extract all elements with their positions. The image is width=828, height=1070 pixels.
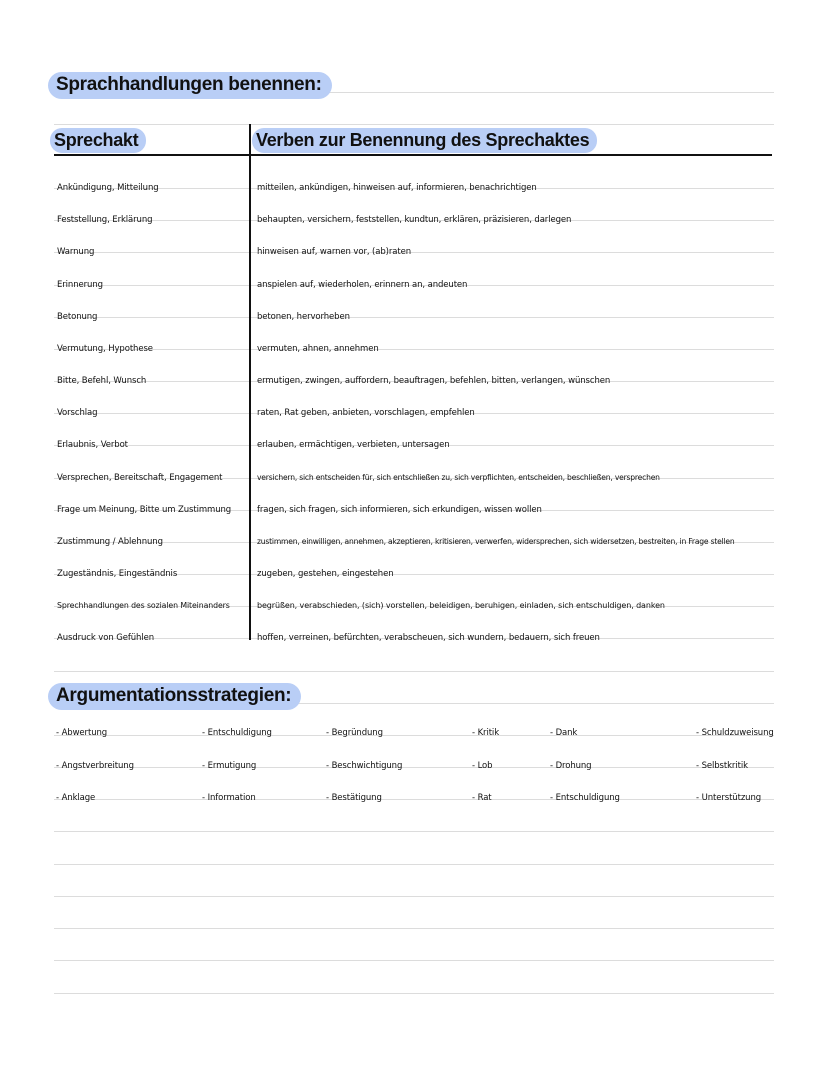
- verbs-cell: begrüßen, verabschieden, (sich) vorstellen, beleidigen, beruhigen, einladen, sich entschuldigen, danken: [257, 601, 665, 610]
- ruled-line: [54, 864, 774, 865]
- section-title-sprachhandlungen: Sprachhandlungen benennen:: [48, 72, 332, 99]
- strategy-item: - Information: [202, 793, 256, 803]
- column-header-sprechakt: Sprechakt: [50, 128, 146, 153]
- verbs-cell: zustimmen, einwilligen, annehmen, akzeptieren, kritisieren, verwerfen, widersprechen, sich widersetzen, bestreiten, in Frage stellen: [257, 537, 735, 546]
- table-row: [54, 496, 774, 520]
- table-row: [54, 528, 774, 552]
- section-title-argumentationsstrategien: Argumentationsstrategien:: [48, 683, 301, 710]
- table-row: [54, 238, 774, 262]
- verbs-cell: hoffen, verreinen, befürchten, verabscheuen, sich wundern, bedauern, sich freuen: [257, 633, 600, 643]
- strategy-item: - Begründung: [326, 728, 383, 738]
- strategy-item: - Ermutigung: [202, 761, 257, 771]
- ruled-line: [54, 671, 774, 672]
- sprechakt-cell: Bitte, Befehl, Wunsch: [57, 376, 147, 386]
- table-row: [54, 624, 774, 648]
- table-row: [54, 335, 774, 359]
- ruled-line: [54, 831, 774, 832]
- verbs-cell: fragen, sich fragen, sich informieren, sich erkundigen, wissen wollen: [257, 505, 542, 515]
- strategy-item: - Entschuldigung: [550, 793, 620, 803]
- verbs-cell: versichern, sich entscheiden für, sich entschließen zu, sich verpflichten, entscheiden, beschließen, versprechen: [257, 473, 660, 482]
- table-row: [54, 592, 774, 616]
- verbs-cell: anspielen auf, wiederholen, erinnern an, andeuten: [257, 280, 468, 290]
- table-row: [54, 560, 774, 584]
- table-row: [54, 367, 774, 391]
- sprechakt-cell: Zustimmung / Ablehnung: [57, 537, 163, 547]
- sprechakt-cell: Sprechhandlungen des sozialen Miteinanders: [57, 601, 230, 610]
- column-header-verben: Verben zur Benennung des Sprechaktes: [252, 128, 597, 153]
- ruled-line: [54, 767, 774, 768]
- strategy-item: - Unterstützung: [696, 793, 762, 803]
- sprechakt-cell: Warnung: [57, 247, 95, 257]
- strategy-item: - Abwertung: [56, 728, 108, 738]
- sprechakt-cell: Vermutung, Hypothese: [57, 344, 153, 354]
- table-row: [54, 464, 774, 488]
- table-row: [54, 431, 774, 455]
- verbs-cell: mitteilen, ankündigen, hinweisen auf, informieren, benachrichtigen: [257, 183, 537, 193]
- verbs-cell: betonen, hervorheben: [257, 312, 350, 322]
- verbs-cell: raten, Rat geben, anbieten, vorschlagen, empfehlen: [257, 408, 475, 418]
- verbs-cell: behaupten, versichern, feststellen, kundtun, erklären, präzisieren, darlegen: [257, 215, 572, 225]
- ruled-line: [54, 896, 774, 897]
- sprechakt-cell: Erinnerung: [57, 280, 103, 290]
- strategy-item: - Drohung: [550, 761, 592, 771]
- sprechakt-cell: Ankündigung, Mitteilung: [57, 183, 159, 193]
- sprechakt-cell: Frage um Meinung, Bitte um Zustimmung: [57, 505, 232, 515]
- verbs-cell: hinweisen auf, warnen vor, (ab)raten: [257, 247, 412, 257]
- ruled-line: [54, 928, 774, 929]
- table-row: [54, 174, 774, 198]
- ruled-line: [54, 960, 774, 961]
- strategy-item: - Kritik: [472, 728, 500, 738]
- ruled-line: [54, 799, 774, 800]
- strategy-item: - Beschwichtigung: [326, 761, 403, 771]
- table-row: [54, 271, 774, 295]
- sprechakt-cell: Betonung: [57, 312, 98, 322]
- sprechakt-cell: Ausdruck von Gefühlen: [57, 633, 154, 643]
- strategy-item: - Lob: [472, 761, 493, 771]
- strategy-item: - Selbstkritik: [696, 761, 748, 771]
- sprechakt-cell: Vorschlag: [57, 408, 98, 418]
- verbs-cell: vermuten, ahnen, annehmen: [257, 344, 379, 354]
- strategy-item: - Angstverbreitung: [56, 761, 134, 771]
- ruled-line: [54, 993, 774, 994]
- sprechakt-cell: Zugeständnis, Eingeständnis: [57, 569, 178, 579]
- sprechakt-cell: Feststellung, Erklärung: [57, 215, 153, 225]
- strategy-item: - Dank: [550, 728, 578, 738]
- table-header-rule: [54, 154, 772, 156]
- verbs-cell: ermutigen, zwingen, auffordern, beauftragen, befehlen, bitten, verlangen, wünschen: [257, 376, 611, 386]
- sprechakt-cell: Erlaubnis, Verbot: [57, 440, 128, 450]
- strategy-item: - Schuldzuweisung: [696, 728, 774, 738]
- table-row: [54, 206, 774, 230]
- strategy-item: - Entschuldigung: [202, 728, 272, 738]
- verbs-cell: zugeben, gestehen, eingestehen: [257, 569, 394, 579]
- ruled-line: [54, 124, 774, 125]
- strategy-item: - Rat: [472, 793, 492, 803]
- strategy-item: - Anklage: [56, 793, 96, 803]
- table-row: [54, 399, 774, 423]
- table-row: [54, 303, 774, 327]
- ruled-line: [54, 735, 774, 736]
- strategy-item: - Bestätigung: [326, 793, 382, 803]
- verbs-cell: erlauben, ermächtigen, verbieten, untersagen: [257, 440, 450, 450]
- sprechakt-cell: Versprechen, Bereitschaft, Engagement: [57, 473, 223, 483]
